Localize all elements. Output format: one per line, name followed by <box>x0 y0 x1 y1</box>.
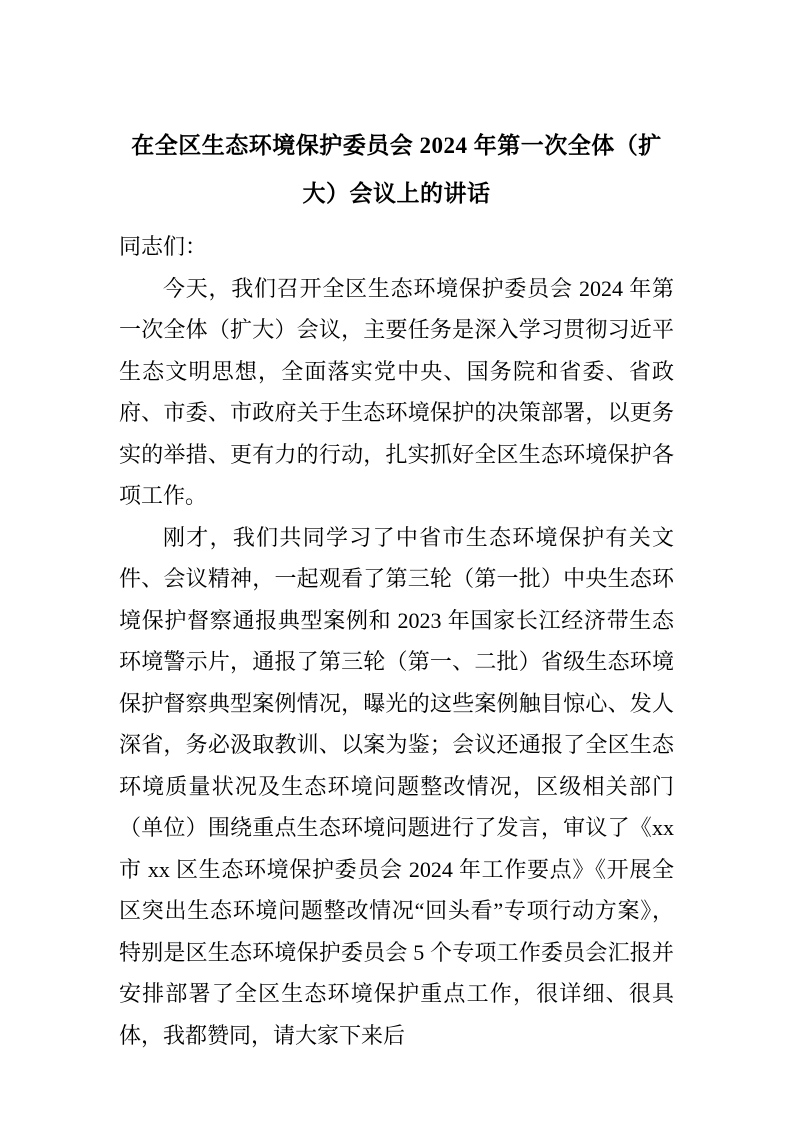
paragraph-1: 今天，我们召开全区生态环境保护委员会 2024 年第一次全体（扩大）会议，主要任务是深入学习贯彻习近平生态文明思想，全面落实党中央、国务院和省委、省政府、市委、市政府关于生态环境保护的决策部署，以更务实的举措、更有力的行动，扎实抓好全区生态环境保护各项工作。 <box>119 275 674 508</box>
salutation-line: 同志们： <box>119 234 208 259</box>
paragraph-2: 刚才，我们共同学习了中省市生态环境保护有关文件、会议精神，一起观看了第三轮（第一批）中央生态环境保护督察通报典型案例和 2023 年国家长江经济带生态环境警示片，通报了第三轮（第一、二批）省级生态环境保护督察典型案例情况，曝光的这些案例触目惊心、发人深省，务必汲取教训、以案为鉴；会议还通报了全区生态环境质量状况及生态环境问题整改情况，区级相关部门（单位）围绕重点生态环境问题进行了发言，审议了《xx 市 xx 区生态环境保护委员会 2024 年工作要点》《开展全区突出生态环境问题整改情况“回头看”专项行动方案》，特别是区生态环境保护委员会 5 个专项工作委员会汇报并安排部署了全区生态环境保护重点工作，很详细、很具体，我都赞同，请大家下来后 <box>119 524 674 1048</box>
document-body <box>119 226 674 1056</box>
document-title: 在全区生态环境保护委员会 2024 年第一次全体（扩大）会议上的讲话 <box>131 133 662 206</box>
